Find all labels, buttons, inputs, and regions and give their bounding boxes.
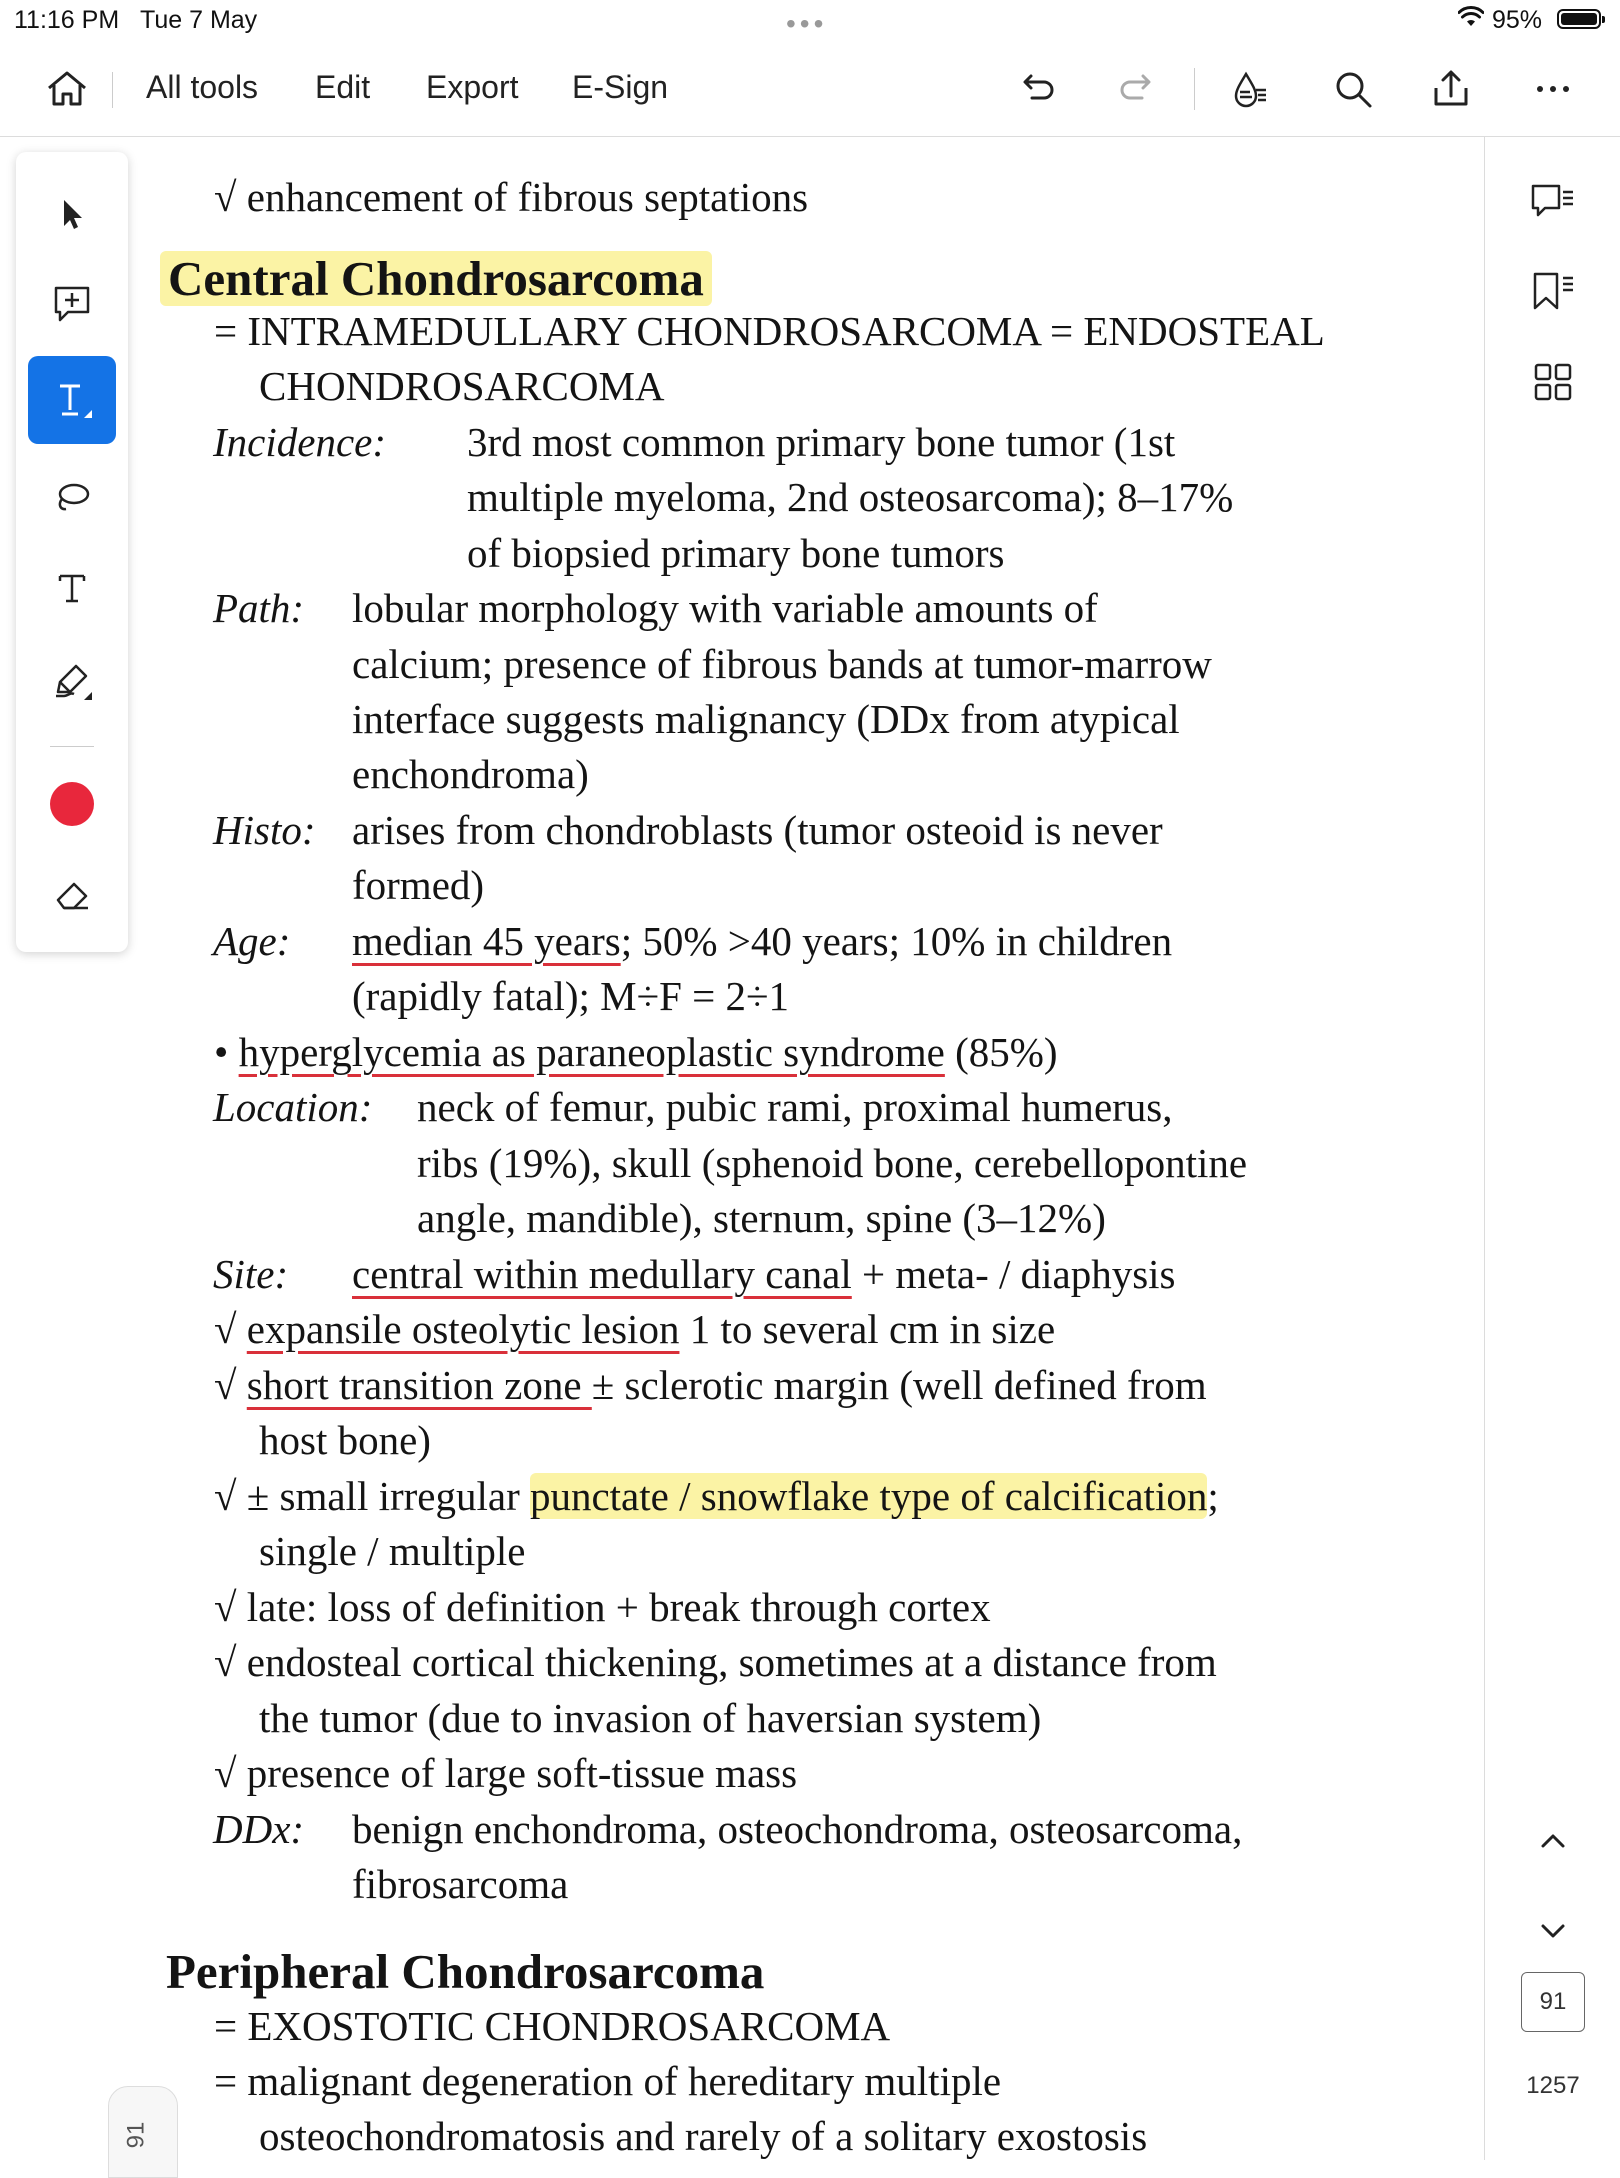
text-line: central within medullary canal + meta- / diaphysis bbox=[352, 1251, 1176, 1297]
right-sidebar bbox=[1484, 136, 1620, 2160]
field-label: Age: bbox=[213, 918, 291, 964]
text-line: = INTRAMEDULLARY CHONDROSARCOMA = ENDOSTEAL bbox=[214, 308, 1325, 354]
field-label: Path: bbox=[213, 585, 305, 631]
text-line: of biopsied primary bone tumors bbox=[467, 530, 1005, 576]
field-label: Incidence: bbox=[213, 419, 386, 465]
finding-line: √ short transition zone ± sclerotic margin (well defined from bbox=[214, 1362, 1207, 1408]
battery-percent: 95% bbox=[1492, 6, 1543, 34]
status-time: 11:16 PM Tue 7 May bbox=[14, 6, 258, 34]
text-line: arises from chondroblasts (tumor osteoid is never bbox=[352, 807, 1163, 853]
chevron-down-icon[interactable] bbox=[1529, 1906, 1577, 1954]
text-line: fibrosarcoma bbox=[352, 1861, 569, 1907]
text-line: the tumor (due to invasion of haversian system) bbox=[259, 1695, 1042, 1741]
total-pages: 1257 bbox=[1526, 2072, 1580, 2099]
field-label: DDx: bbox=[213, 1806, 305, 1852]
bookmarks-icon[interactable] bbox=[1529, 268, 1577, 316]
section-heading: Peripheral Chondrosarcoma bbox=[166, 1944, 765, 1999]
text-line: host bone) bbox=[259, 1417, 431, 1463]
highlight: Central Chondrosarcoma bbox=[160, 251, 712, 306]
text-line: enchondroma) bbox=[352, 751, 589, 797]
text-line: single / multiple bbox=[259, 1528, 526, 1574]
finding-line: √ late: loss of definition + break through cortex bbox=[214, 1584, 991, 1630]
bullet-line: • hyperglycemia as paraneoplastic syndrome (85%) bbox=[214, 1029, 1058, 1075]
text-line: calcium; presence of fibrous bands at tumor-marrow bbox=[352, 641, 1212, 687]
text-line: osteochondromatosis and rarely of a solitary exostosis bbox=[259, 2113, 1148, 2159]
text-line: (rapidly fatal); M÷F = 2÷1 bbox=[352, 973, 790, 1019]
comments-list-icon[interactable] bbox=[1529, 178, 1577, 226]
text-line: CHONDROSARCOMA bbox=[259, 363, 665, 409]
section-heading bbox=[160, 249, 712, 309]
all-tools-menu[interactable]: All tools bbox=[146, 69, 259, 105]
text-line: = EXOSTOTIC CHONDROSARCOMA bbox=[214, 2003, 891, 2049]
battery-icon bbox=[1557, 9, 1601, 29]
esign-menu[interactable]: E-Sign bbox=[572, 69, 669, 105]
underline-annotation: central within medullary canal bbox=[352, 1251, 852, 1297]
text-line: ribs (19%), skull (sphenoid bone, cerebellopontine bbox=[417, 1140, 1248, 1186]
more-options-icon[interactable] bbox=[1530, 66, 1576, 112]
field-label: Histo: bbox=[213, 807, 316, 853]
text-line: 3rd most common primary bone tumor (1st bbox=[467, 419, 1176, 465]
text-line: interface suggests malignancy (DDx from atypical bbox=[352, 696, 1180, 742]
page-thumbnails-icon[interactable] bbox=[1529, 358, 1577, 406]
text-line: = malignant degeneration of hereditary multiple bbox=[214, 2058, 1002, 2104]
text-line: formed) bbox=[352, 862, 485, 908]
underline-annotation: median 45 years bbox=[352, 918, 621, 964]
multitasking-dots-icon[interactable]: ••• bbox=[786, 8, 828, 39]
text-line: median 45 years; 50% >40 years; 10% in children bbox=[352, 918, 1173, 964]
finding-line: √ endosteal cortical thickening, sometimes at a distance from bbox=[214, 1639, 1217, 1685]
text-line: neck of femur, pubic rami, proximal humerus, bbox=[417, 1084, 1173, 1130]
text-line: angle, mandible), sternum, spine (3–12%) bbox=[417, 1195, 1106, 1241]
page-number-tab[interactable] bbox=[108, 2086, 178, 2178]
finding-line: √ ± small irregular punctate / snowflake type of calcification; bbox=[214, 1473, 1219, 1519]
edit-menu[interactable]: Edit bbox=[315, 69, 371, 105]
page-tab-number: 91 bbox=[122, 2121, 150, 2149]
text-line: √ enhancement of fibrous septations bbox=[214, 174, 809, 220]
chevron-up-icon[interactable] bbox=[1529, 1818, 1577, 1866]
finding-line: √ presence of large soft-tissue mass bbox=[214, 1750, 798, 1796]
current-page-indicator[interactable]: 91 bbox=[1521, 1972, 1585, 2032]
underline-annotation: short transition zone bbox=[246, 1362, 592, 1408]
field-label: Location: bbox=[213, 1084, 373, 1130]
underline-annotation: hyperglycemia as paraneoplastic syndrome bbox=[238, 1029, 945, 1075]
highlight: punctate / snowflake type of calcification bbox=[529, 1473, 1208, 1519]
underline-annotation: expansile osteolytic lesion bbox=[246, 1306, 680, 1352]
export-menu[interactable]: Export bbox=[426, 69, 519, 105]
text-line: benign enchondroma, osteochondroma, osteosarcoma, bbox=[352, 1806, 1243, 1852]
text-line: multiple myeloma, 2nd osteosarcoma); 8–17% bbox=[467, 474, 1234, 520]
field-label: Site: bbox=[213, 1251, 289, 1297]
text-line: lobular morphology with variable amounts of bbox=[352, 585, 1098, 631]
finding-line: √ expansile osteolytic lesion 1 to several cm in size bbox=[214, 1306, 1056, 1352]
